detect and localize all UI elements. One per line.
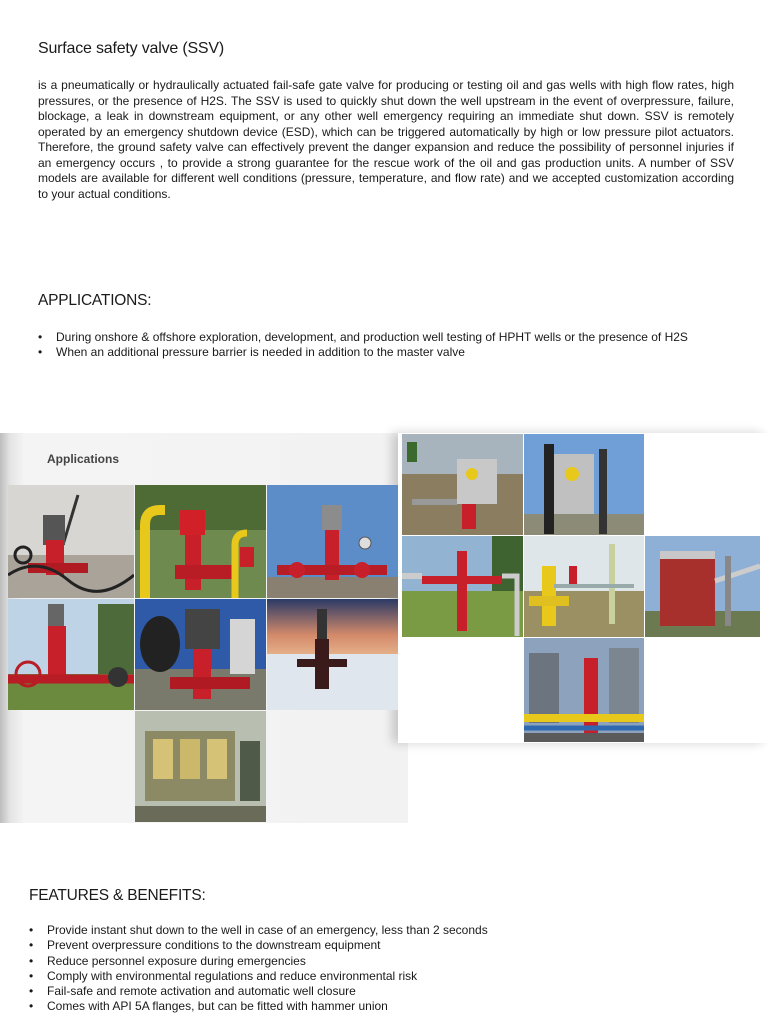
photo-yellow-wellhead — [524, 536, 644, 637]
list-item: • Comes with API 5A flanges, but can be fitted with hammer union — [29, 999, 729, 1014]
list-item: • Comply with environmental regulations and reduce environmental risk — [29, 969, 729, 984]
photo-actuator-box-desert — [402, 434, 523, 535]
photo-black-actuator-valve — [135, 599, 266, 710]
list-item: • Reduce personnel exposure during emergencies — [29, 954, 729, 969]
photo-valve-actuator-field — [8, 485, 134, 598]
photo-valve-manifold-trees — [8, 599, 134, 710]
photo-control-panel-equipment — [135, 711, 266, 822]
intro-paragraph: is a pneumatically or hydraulically actuated fail-safe gate valve for producing or testing oil and gas wells with high flow rates, high pressures, or the presence of H2S. The SSV is used to quickly shut down the well upstream in the event of overpressure, failure, blockage, a leak in downstream equipment, or any other well emergency requiring an immediate shut down. SSV is remotely operated by an emergency shutdown device (ESD), which can be triggered automatically by high or low pressure pilot actuators. Therefore, the ground safety valve can effectively prevent the danger expansion and reduce the possibility of personnel injuries if an emergency occurs , to provide a strong guarantee for the rescue work of the oil and gas production units. A number of SSV models are available for different well conditions (pressure, temperature, and flow rate) and we accepted customization according to your actual conditions. — [38, 78, 734, 201]
collage-label: Applications — [47, 452, 120, 466]
list-item: • Provide instant shut down to the well in case of an emergency, less than 2 seconds — [29, 923, 729, 938]
list-item: • When an additional pressure barrier is needed in addition to the master valve — [38, 345, 728, 360]
photo-actuator-box-sky — [524, 434, 644, 535]
list-item: • Fail-safe and remote activation and automatic well closure — [29, 984, 729, 999]
features-list — [29, 923, 729, 1015]
applications-list — [38, 330, 728, 361]
photo-red-tank-structure — [645, 536, 760, 637]
list-item: • During onshore & offshore exploration, development, and production well testing of HPHT wells or the presence of H2S — [38, 330, 728, 345]
photo-yellow-pipe-valve — [135, 485, 266, 598]
page-title: Surface safety valve (SSV) — [38, 40, 224, 57]
applications-heading: APPLICATIONS: — [38, 292, 152, 309]
photo-wellhead-sunset-snow — [267, 599, 398, 710]
features-heading: FEATURES & BENEFITS: — [29, 887, 206, 904]
list-item: • Prevent overpressure conditions to the downstream equipment — [29, 938, 729, 953]
photo-plant-valves-yellow — [524, 638, 644, 742]
photo-wellhead-blue-sky — [267, 485, 398, 598]
photo-red-wellhead-grass — [402, 536, 523, 637]
